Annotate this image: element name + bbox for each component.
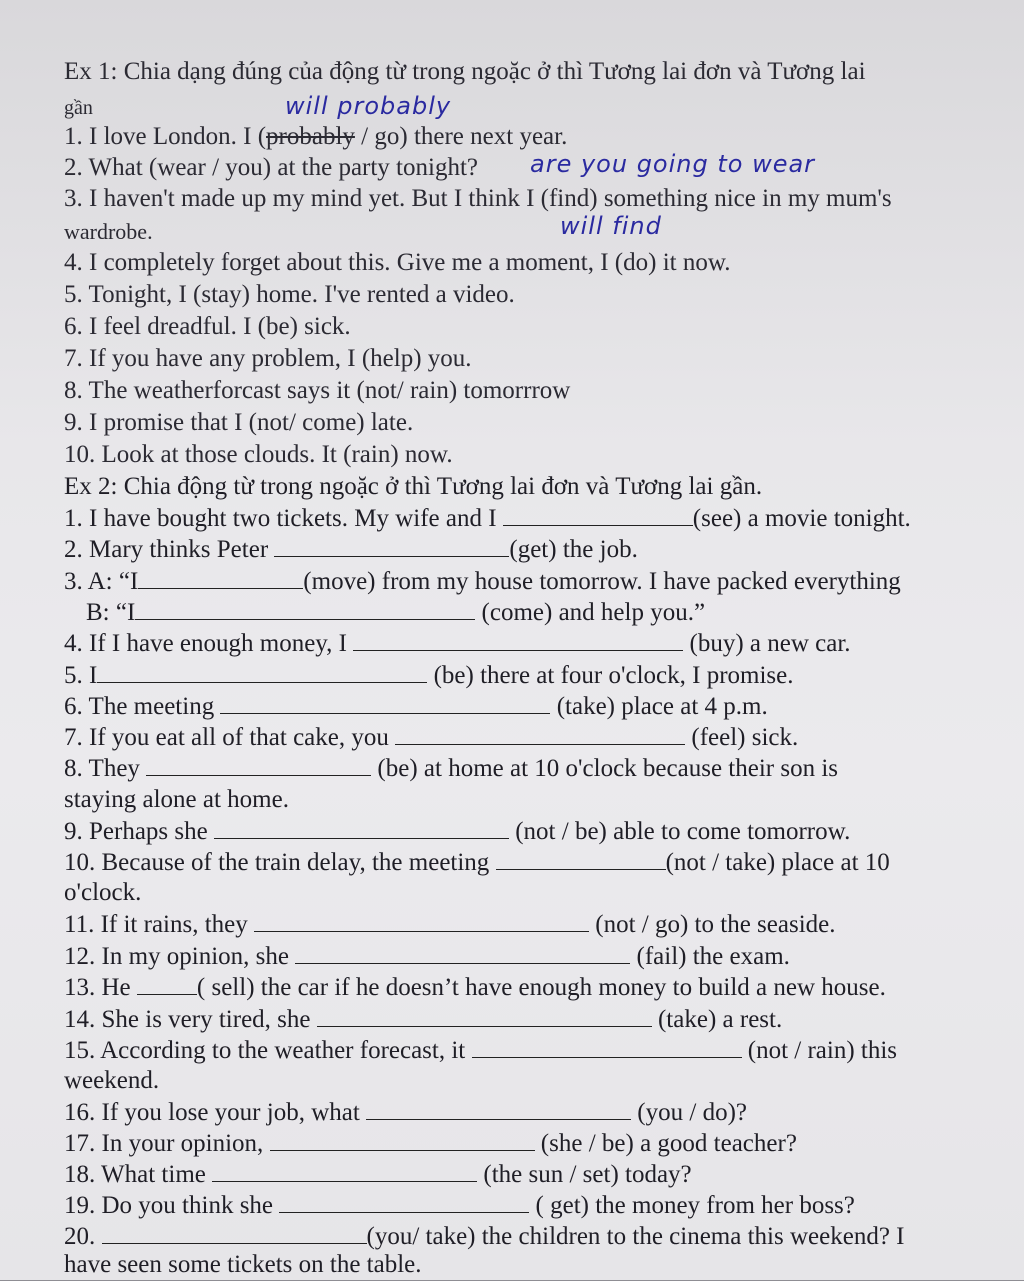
answer-blank[interactable] <box>395 724 685 745</box>
question-text: (fail) the exam. <box>636 943 790 970</box>
question-text: (not / take) place at 10 <box>665 849 890 876</box>
ex2-question <box>64 1128 994 1160</box>
answer-blank[interactable] <box>214 818 509 839</box>
ex1-item: 4. I completely forget about this. Give me a moment, I (do) it now. <box>64 249 731 276</box>
question-text: 20. <box>64 1223 96 1250</box>
ex2-question <box>64 972 994 1004</box>
question-text: 18. What time <box>64 1161 206 1188</box>
ex2-question-cont: staying alone at home. <box>64 786 289 813</box>
ex2-question <box>64 691 994 723</box>
question-text: 16. If you lose your job, what <box>64 1099 360 1126</box>
answer-blank[interactable] <box>135 599 475 620</box>
ex2-question <box>64 909 994 941</box>
question-text: (feel) sick. <box>691 724 799 751</box>
ex2-question <box>64 722 994 754</box>
answer-blank[interactable] <box>270 1130 535 1151</box>
question-text: 3. A: “I <box>64 568 139 595</box>
ex2-question <box>64 503 994 535</box>
ex2-question-cont: o'clock. <box>64 879 142 906</box>
ex1-item: 8. The weatherforcast says it (not/ rain) tomorrrow <box>64 377 571 404</box>
answer-blank[interactable] <box>137 974 197 995</box>
ex1-item: 3. I haven't made up my mind yet. But I think I (find) something nice in my mum's <box>64 185 892 212</box>
ex1-item: 9. I promise that I (not/ come) late. <box>64 409 414 436</box>
question-text: (get) the job. <box>509 536 638 563</box>
answer-blank[interactable] <box>366 1099 631 1120</box>
ex1-item: 10. Look at those clouds. It (rain) now. <box>64 441 453 468</box>
handwritten-note: will probably <box>285 92 452 120</box>
answer-blank[interactable] <box>317 1006 652 1027</box>
ex1-item <box>64 121 994 153</box>
question-text: ( sell) the car if he doesn’t have enough money to build a new house. <box>196 974 886 1001</box>
question-text: 10. Because of the train delay, the meeting <box>64 849 490 876</box>
ex2-question <box>64 753 994 785</box>
question-text: 2. Mary thinks Peter <box>64 536 269 563</box>
ex2-question-cont: weekend. <box>64 1067 160 1094</box>
ex2-question <box>64 1004 994 1036</box>
question-text: 1. I have bought two tickets. My wife and I <box>64 505 497 532</box>
ex2-question <box>64 534 994 566</box>
answer-blank[interactable] <box>220 693 550 714</box>
ex1-item: 7. If you have any problem, I (help) you. <box>64 345 472 372</box>
question-text: (you / do)? <box>637 1099 747 1126</box>
item-text: 1. I love London. I ( <box>64 123 267 150</box>
answer-blank[interactable] <box>503 505 693 526</box>
question-text: 17. In your opinion, <box>64 1130 264 1157</box>
question-text: (be) there at four o'clock, I promise. <box>433 662 794 689</box>
item-text: / go) there next year. <box>354 123 568 150</box>
answer-blank[interactable] <box>295 943 630 964</box>
ex2-question <box>64 628 994 660</box>
question-text: (not / rain) this <box>747 1037 898 1064</box>
answer-blank[interactable] <box>212 1161 477 1182</box>
handwritten-answer: are you going to wear <box>530 150 816 178</box>
question-text: (move) from my house tomorrow. I have packed everything <box>303 568 901 595</box>
question-text: 13. He <box>64 974 131 1001</box>
ex2-question <box>64 1159 994 1191</box>
question-text: (be) at home at 10 o'clock because their son is <box>377 755 839 782</box>
question-text: (she / be) a good teacher? <box>540 1130 797 1157</box>
ex2-question <box>64 941 994 973</box>
ex2-question-cont: have seen some tickets on the table. <box>64 1251 422 1278</box>
question-text: 19. Do you think she <box>64 1192 274 1219</box>
ex2-question <box>64 1097 994 1129</box>
ex1-title: Ex 1: Chia dạng đúng của động từ trong ngoặc ở thì Tương lai đơn và Tương lai <box>64 58 866 85</box>
handwritten-answer: will find <box>560 212 662 240</box>
ex1-item: 6. I feel dreadful. I (be) sick. <box>64 313 351 340</box>
answer-blank[interactable] <box>102 1223 367 1244</box>
ex2-question <box>64 847 994 879</box>
answer-blank[interactable] <box>146 755 371 776</box>
question-text: 8. They <box>64 755 140 782</box>
answer-blank[interactable] <box>353 630 683 651</box>
question-text: (see) a movie tonight. <box>692 505 911 532</box>
answer-blank[interactable] <box>279 1192 529 1213</box>
ex2-question <box>86 597 994 629</box>
question-text: (take) a rest. <box>657 1006 783 1033</box>
ex2-question <box>64 1035 994 1067</box>
ex1-item: 5. Tonight, I (stay) home. I've rented a video. <box>64 281 515 308</box>
question-text: 4. If I have enough money, I <box>64 630 348 657</box>
ex2-title: Ex 2: Chia động từ trong ngoặc ở thì Tương lai đơn và Tương lai gần. <box>64 473 763 500</box>
question-text: 12. In my opinion, she <box>64 943 289 970</box>
question-text: B: “I <box>86 599 136 626</box>
question-text: (take) place at 4 p.m. <box>556 693 768 720</box>
ex2-question <box>64 816 994 848</box>
question-text: 5. I <box>64 662 98 689</box>
question-text: 7. If you eat all of that cake, you <box>64 724 389 751</box>
answer-blank[interactable] <box>274 536 509 557</box>
question-text: (buy) a new car. <box>689 630 851 657</box>
ex2-question <box>64 660 994 692</box>
question-text: (you/ take) the children to the cinema this weekend? I <box>366 1223 905 1250</box>
answer-blank[interactable] <box>472 1037 742 1058</box>
ex2-question <box>64 1190 994 1222</box>
question-text: ( get) the money from her boss? <box>535 1192 855 1219</box>
question-text: 14. She is very tired, she <box>64 1006 311 1033</box>
answer-blank[interactable] <box>496 849 666 870</box>
question-text: (not / be) able to come tomorrow. <box>515 818 851 845</box>
ex2-question <box>64 566 994 598</box>
question-text: 9. Perhaps she <box>64 818 208 845</box>
answer-blank[interactable] <box>254 911 589 932</box>
struck-word: probably <box>266 123 355 150</box>
question-text: (come) and help you.” <box>481 599 706 626</box>
ex1-item-cont: wardrobe. <box>64 219 153 244</box>
question-text: 15. According to the weather forecast, it <box>64 1037 466 1064</box>
question-text: 6. The meeting <box>64 693 215 720</box>
question-text: (not / go) to the seaside. <box>595 911 836 938</box>
answer-blank[interactable] <box>97 662 427 683</box>
answer-blank[interactable] <box>138 568 303 589</box>
ex1-title-cont: gần <box>64 97 93 119</box>
question-text: 11. If it rains, they <box>64 911 248 938</box>
question-text: (the sun / set) today? <box>483 1161 692 1188</box>
ex1-item: 2. What (wear / you) at the party tonight? <box>64 154 478 181</box>
